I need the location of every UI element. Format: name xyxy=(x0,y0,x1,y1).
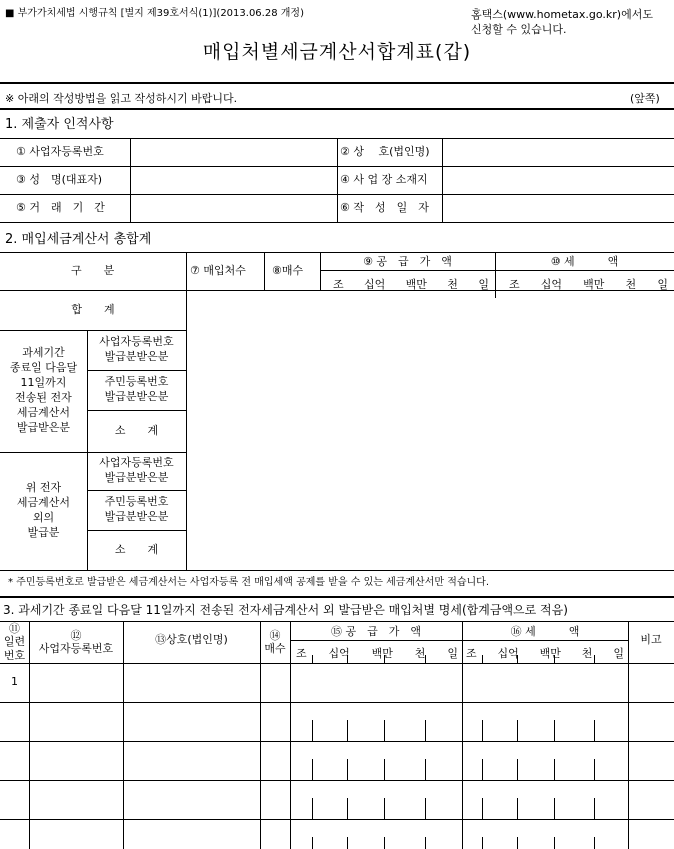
col-category-header: 구 분 xyxy=(71,264,115,277)
digit-unit: 백만 xyxy=(371,647,393,660)
row-subtotal-label: 소 계 xyxy=(114,542,159,556)
group-electronic-invoice-label: 과세기간 종료일 다음달 11일까지 전송된 전자 세금계산서 발급받은분 xyxy=(9,346,78,434)
field-label-business-address: ④ 사 업 장 소재지 xyxy=(340,173,428,186)
field-label-biz-reg-no: ① 사업자등록번호 xyxy=(16,145,104,158)
row-biz-reg-issued: 사업자등록번호 발급분받은분 xyxy=(99,456,174,484)
field-label-company-name: ② 상 호(법인명) xyxy=(340,145,430,158)
tax-digit-units xyxy=(466,645,624,661)
group-other-invoice-label: 위 전자 세금계산서 외의 발급분 xyxy=(16,481,71,539)
digit-unit: 일 xyxy=(478,278,489,291)
digit-unit: 천 xyxy=(447,278,458,291)
digit-unit: 천 xyxy=(414,647,426,660)
field-label-date-written: ⑥ 작 성 일 자 xyxy=(340,201,429,214)
col-biz-reg-no-header: ⑫ 사업자등록번호 xyxy=(38,628,114,655)
table-row-serial: 1 xyxy=(11,675,18,688)
col-sheets-header: ⑧매수 xyxy=(272,264,304,277)
row-resident-reg-issued: 주민등록번호 발급분받은분 xyxy=(104,375,169,403)
section2-heading: 2. 매입세금계산서 총합계 xyxy=(5,232,152,247)
digit-unit: 천 xyxy=(581,647,593,660)
form-reference: ■ 부가가치세법 시행규칙 [별지 제39호서식(1)](2013.06.28 개정) xyxy=(5,8,304,19)
row-subtotal-label: 소 계 xyxy=(114,423,159,437)
digit-unit: 십억 xyxy=(540,278,563,291)
page-side-label: (앞쪽) xyxy=(630,92,660,105)
col-supply-amount-header: ⑮ 공 급 가 액 xyxy=(331,625,421,638)
col-supply-amount-header: ⑨ 공 급 가 액 xyxy=(363,255,452,268)
digit-unit: 조 xyxy=(333,278,344,291)
supply-digit-units xyxy=(333,276,489,292)
supply-digit-units xyxy=(296,645,458,661)
instruction-note: ※ 아래의 작성방법을 읽고 작성하시기 바랍니다. xyxy=(5,92,238,105)
digit-unit: 십억 xyxy=(328,647,350,660)
digit-unit: 백만 xyxy=(405,278,427,291)
section2-footnote: * 주민등록번호로 발급받은 세금계산서는 사업자등록 전 매입세액 공제를 받을 수 있는 세금계산서만 적습니다. xyxy=(8,577,490,588)
section3-heading: 3. 과세기간 종료일 다음달 11일까지 전송된 전자세금계산서 외 발급받은 매입처별 명세(합계금액으로 적음) xyxy=(3,603,568,617)
col-sheets-header: ⑭ 매수 xyxy=(264,628,286,655)
digit-unit: 일 xyxy=(657,278,668,291)
digit-unit: 백만 xyxy=(583,278,605,291)
col-company-name-header: ⑬상호(법인명) xyxy=(155,633,228,646)
col-tax-amount-header: ⑩ 세 액 xyxy=(550,255,619,268)
col-note-header: 비고 xyxy=(640,633,662,646)
digit-unit: 조 xyxy=(466,647,477,660)
digit-unit: 십억 xyxy=(497,647,519,660)
field-label-transaction-period: ⑤ 거 래 기 간 xyxy=(16,201,105,214)
page-title: 매입처별세금계산서합계표(갑) xyxy=(202,41,472,63)
tax-digit-units xyxy=(509,276,668,292)
row-biz-reg-issued: 사업자등록번호 발급분받은분 xyxy=(99,335,174,363)
hometax-notice-line1: 홈택스(www.hometax.go.kr)에서도 xyxy=(471,8,653,21)
digit-unit: 십억 xyxy=(364,278,386,291)
col-tax-amount-header: ⑯ 세 액 xyxy=(510,625,580,638)
digit-unit: 일 xyxy=(447,647,458,660)
digit-unit: 백만 xyxy=(539,647,561,660)
note-rule xyxy=(0,108,674,110)
digit-unit: 조 xyxy=(509,278,520,291)
field-label-representative: ③ 성 명(대표자) xyxy=(16,173,103,186)
section1-heading: 1. 제출자 인적사항 xyxy=(5,117,114,132)
hometax-notice-line2: 신청할 수 있습니다. xyxy=(471,23,567,36)
digit-unit: 일 xyxy=(613,647,624,660)
row-total-label: 합 계 xyxy=(71,302,115,316)
col-vendor-count-header: ⑦ 매입처수 xyxy=(190,264,246,277)
digit-unit: 조 xyxy=(296,647,307,660)
col-serial-header: ⑪ 일련 번호 xyxy=(3,622,26,662)
row-resident-reg-issued: 주민등록번호 발급분받은분 xyxy=(104,495,169,523)
digit-unit: 천 xyxy=(625,278,637,291)
title-rule xyxy=(0,82,674,84)
